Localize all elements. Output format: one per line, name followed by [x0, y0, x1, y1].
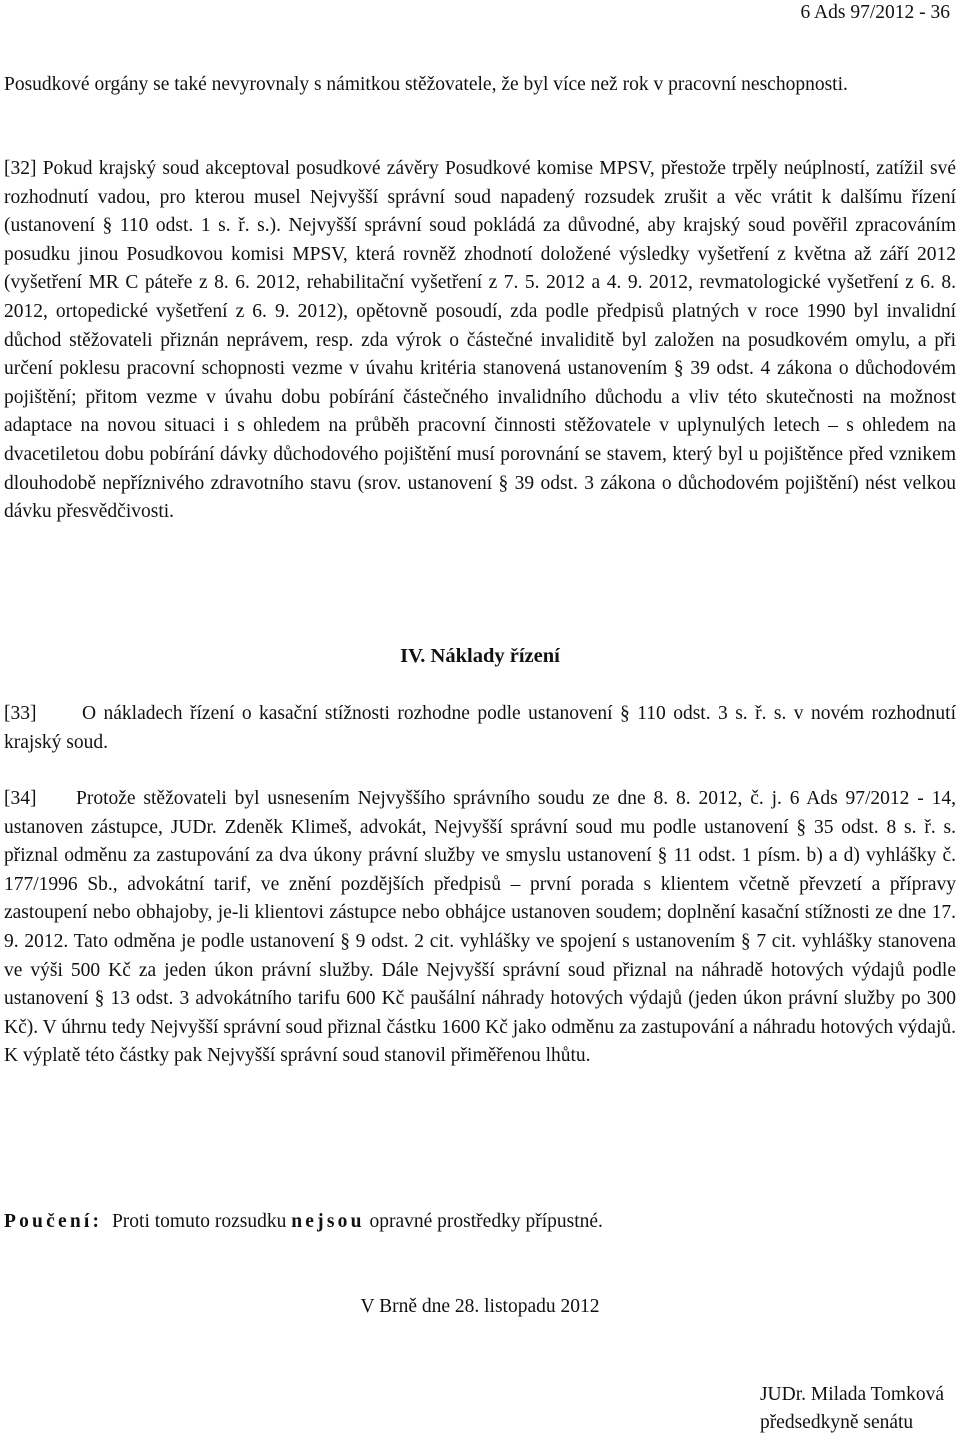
paragraph-34 — [4, 785, 956, 1071]
section-heading — [4, 645, 956, 668]
section-heading-text: IV. Náklady řízení — [400, 645, 560, 667]
paragraph-number-34: [34] — [4, 788, 37, 809]
file-reference: 6 Ads 97/2012 - 36 — [800, 2, 950, 23]
signature-title: předsedkyně senátu — [759, 1412, 914, 1433]
instruction-text-after: opravné prostředky přípustné. — [369, 1211, 603, 1232]
signature-block — [760, 1381, 944, 1437]
instruction-text-before: Proti tomuto rozsudku — [111, 1211, 287, 1232]
paragraph-34-text: Protože stěžovateli byl usnesením Nejvyššího správního soudu ze dne 8. 8. 2012, č. j. 6 Ads 97/2012 - 14, ustanoven zástupce, JUDr. Zdeněk Klimeš, advokát, Nejvyšší správní soud mu podle ustanovení § 35 odst. 8 s. ř. s. přiznal odměnu za zastupování za dva úkony právní služby ve smyslu ustanovení § 11 odst. 1 písm. b) a d) vyhlášky č. 177/1996 Sb., advokátní tarif, ve znění pozdějších předpisů – první porada s klientem včetně převzetí a přípravy zastoupení nebo obhajoby, je-li klientovi zástupce nebo obhájce ustanoven soudem; doplnění kasační stížnosti ze dne 17. 9. 2012. Tato odměna je podle ustanovení § 9 odst. 2 cit. vyhlášky ve spojení s ustanovením § 7 cit. vyhlášky stanovena ve výši 500 Kč za jeden úkon právní služby. Dále Nejvyšší správní soud přiznal na náhradě hotových výdajů podle ustanovení § 13 odst. 3 advokátního tarifu 600 Kč paušální náhrady hotových výdajů (jeden úkon právní služby po 300 Kč). V úhrnu tedy Nejvyšší správní soud přiznal částku 1600 Kč jako odměnu za zastupování a náhradu hotových výdajů. K výplatě této částky pak Nejvyšší správní soud stanovil přiměřenou lhůtu. — [4, 788, 956, 1067]
paragraph-32: [32] Pokud krajský soud akceptoval posudkové závěry Posudkové komise MPSV, přestože trpěly neúplností, zatížil své rozhodnutí vadou, pro kterou musel Nejvyšší správní soud napadený rozsudek zrušit a věc vrátit k dalšímu řízení (ustanovení § 110 odst. 1 s. ř. s.). Nejvyšší správní soud pokládá za důvodné, aby krajský soud pověřil zpracováním posudku jinou Posudkovou komisi MPSV, která rovněž zhodnotí doložené výsledky vyšetření z května až září 2012 (vyšetření MR C páteře z 8. 6. 2012, rehabilitační vyšetření z 7. 5. 2012 a 4. 9. 2012, revmatologické vyšetření z 6. 8. 2012, ortopedické vyšetření z 6. 9. 2012), opětovně posoudí, zda podle předpisů platných v roce 1990 byl invalidní důchod stěžovateli přiznán neprávem, resp. zda výrok o částečné invaliditě byl založen na posudkovém omylu, a při určení poklesu pracovní schopnosti vezme v úvahu kritéria stanovená ustanovením § 39 odst. 4 zákona o důchodovém pojištění; přitom vezme v úvahu dobu pobírání částečného invalidního důchodu a vliv této skutečnosti na možnost adaptace na novou situaci i s ohledem na průběh pracovní činnosti stěžovatele v uplynulých letech – s ohledem na dvacetiletou dobu pobírání dávky důchodového pojištění musí porovnání se stavem, který byl u pojištěnce před vznikem dlouhodobě nepříznivého zdravotního stavu (srov. ustanovení § 39 odst. 3 zákona o důchodovém pojištění) nést velkou dávku přesvědčivosti. — [4, 158, 956, 523]
legal-instruction — [4, 1211, 603, 1233]
paragraph-33 — [4, 700, 956, 757]
intro-paragraph: Posudkové orgány se také nevyrovnaly s námitkou stěžovatele, že byl více než rok v pracovní neschopnosti. — [4, 74, 848, 95]
paragraph-number-33: [33] — [4, 703, 37, 724]
signature-name: JUDr. Milada Tomková — [759, 1384, 944, 1405]
document-page — [4, 0, 956, 1440]
instruction-emphasis: nejsou — [291, 1211, 365, 1232]
paragraph-33-text: O nákladech řízení o kasační stížnosti rozhodne podle ustanovení § 110 odst. 3 s. ř. s. v novém rozhodnutí krajský soud. — [4, 703, 956, 753]
date-line: V Brně dne 28. listopadu 2012 — [360, 1296, 600, 1317]
instruction-label: Poučení: — [4, 1211, 103, 1232]
